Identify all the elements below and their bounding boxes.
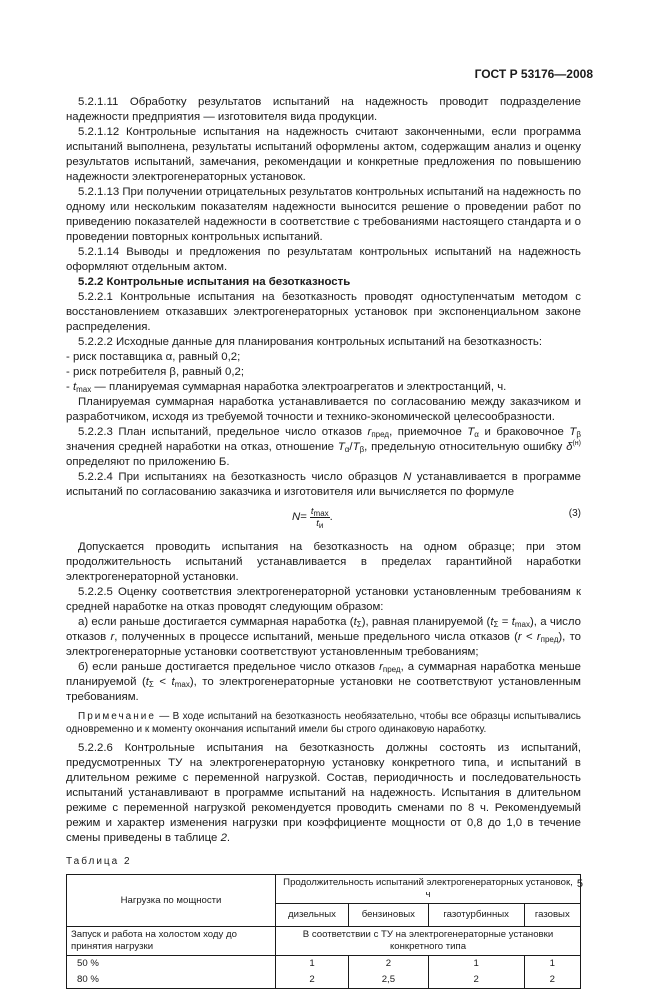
formula-3: [66, 502, 581, 536]
paragraph-5-2-1-14: 5.2.1.14 Выводы и предложения по результатам контрольных испытаний на надежность оформляют отдельным актом.: [66, 246, 581, 273]
table-row: [67, 972, 581, 989]
paragraph-5-2-1-13: 5.2.1.13 При получении отрицательных результатов контрольных испытаний на надежность по одному или нескольким показателям надежности выносится решение о проведении работ по приведению показателей надежности в соответствие с требованиями настоящего стандарта и о проведении повторных контрольных испытаний.: [66, 186, 581, 243]
table-cell-start-value: В соответствии с ТУ на электрогенераторные установки конкретного типа: [276, 927, 581, 956]
formula-expression: N = $\frac{t_{max}}{t_и}$ .: [292, 506, 333, 530]
table-subheader-petrol: бензиновых: [348, 904, 428, 927]
table-cell-load: 50 %: [67, 956, 276, 973]
list-item-tmax: - $t_{max}$ — планируемая суммарная наработка электроагрегатов и электростанций, ч.: [66, 381, 507, 394]
formula-number: (3): [568, 508, 581, 519]
table-subheader-gas: газовых: [524, 904, 580, 927]
paragraph-5-2-2-3: 5.2.2.3 План испытаний, предельное число отказов $r_{пред}$, приемочное $T_\alpha$ и браковочное $T_\beta$ значения средней наработки на отказ, отношение $T_\alpha/T_\beta$, предельную относительную ошибку $\delta^{(н)}$ определяют по приложению Б.: [66, 426, 581, 468]
list-item-risk-consumer: - риск потребителя β, равный 0,2;: [66, 366, 245, 378]
list-item-b: б) если раньше достигается предельное число отказов $r_{пред}$, а суммарная наработка меньше планируемой $(t_\Sigma < t_{max})$, то электрогенераторные установки не соответствуют установленным требованиям.: [66, 661, 582, 703]
table-subheader-diesel: дизельных: [276, 904, 349, 927]
page-number: 5: [576, 878, 583, 890]
note: Примечание — В ходе испытаний на безотказность необязательно, чтобы все образцы испытывались одновременно и к моменту окончания испытаний имели бы строго одинаковую наработку.: [66, 711, 581, 735]
table-subheader-gasturbine: газотурбинных: [428, 904, 524, 927]
paragraph-5-2-2-6: 5.2.2.6 Контрольные испытания на безотказность должны состоять из испытаний, предусмотренных ТУ на электрогенераторную установку конкретного типа, и испытаний в длительном режиме с переменной нагрузкой. Состав, периодичность и последовательность испытаний устанавливают в программе испытаний на надежность. Испытания в длительном режиме с переменной нагрузкой рекомендуется проводить сменами по 8 ч. Рекомендуемый режим и характер изменения нагрузки при коэффициенте мощности от 0,8 до 1,0 в течение смены приведены в таблице 2.: [66, 742, 581, 844]
table-cell-load: 80 %: [67, 972, 276, 989]
table-cell: 2: [348, 956, 428, 973]
table-header-duration: Продолжительность испытаний электрогенераторных установок, ч: [276, 875, 581, 904]
paragraph-5-2-2-2: 5.2.2.2 Исходные данные для планирования контрольных испытаний на безотказность:: [78, 336, 543, 348]
paragraph-5-2-1-11: 5.2.1.11 Обработку результатов испытаний на надежность проводит подразделение надежности предприятия — изготовителя вида продукции.: [66, 96, 581, 123]
paragraph-single-sample: Допускается проводить испытания на безотказность на одном образце; при этом продолжительность испытаний устанавливается в пределах гарантийной наработки электрогенераторной установки.: [66, 541, 581, 583]
table-caption: Таблица 2: [66, 856, 132, 867]
note-label: Примечание: [78, 711, 156, 722]
table-cell: 2: [428, 972, 524, 989]
paragraph-5-2-2-1: 5.2.2.1 Контрольные испытания на безотказность проводят одноступенчатым методом с восстановлением отказавших электрогенераторных установок при экспоненциальном законе распределения.: [66, 291, 581, 333]
table-cell: 1: [428, 956, 524, 973]
paragraph-5-2-1-12: 5.2.1.12 Контрольные испытания на надежность считают законченными, если программа испытаний выполнена, результаты испытаний оформлены актом, содержащим анализ и оценку результатов испытаний, замечания, рекомендации и конкретные предложения по повышению надежности электрогенераторных установок.: [66, 126, 581, 183]
table-row: [67, 956, 581, 973]
paragraph-planned-total: Планируемая суммарная наработка устанавливается по согласованию между заказчиком и разработчиком, исходя из требуемой точности и технико-экономической целесообразности.: [66, 396, 581, 423]
table-cell-start-label: Запуск и работа на холостом ходу до принятия нагрузки: [67, 927, 276, 956]
document-body: [66, 95, 581, 989]
document-header: ГОСТ Р 53176—2008: [474, 67, 593, 81]
section-heading-5-2-2: 5.2.2 Контрольные испытания на безотказность: [78, 276, 351, 288]
table-cell: 1: [524, 956, 580, 973]
paragraph-5-2-2-4: 5.2.2.4 При испытаниях на безотказность число образцов N устанавливается в программе испытаний по согласованию заказчика и изготовителя или вычисляется по формуле: [66, 471, 581, 498]
table-header-load: Нагрузка по мощности: [67, 875, 276, 927]
paragraph-5-2-2-5: 5.2.2.5 Оценку соответствия электрогенераторной установки установленным требованиям к средней наработке на отказ проводят следующим образом:: [66, 586, 581, 613]
table-cell: 2,5: [348, 972, 428, 989]
formula-fraction: $\frac{t_{max}}{t_и}$: [310, 506, 329, 530]
table-2: [66, 874, 581, 989]
table-cell: 2: [524, 972, 580, 989]
list-item-a: а) если раньше достигается суммарная наработка $(t_\Sigma)$, равная планируемой $(t_\Sigma = t_{max})$, а число отказов r, полученных в процессе испытаний, меньше предельного числа отказов $(r < r_{пред})$, то электрогенераторные установки соответствуют установленным требованиям;: [66, 616, 582, 658]
table-cell: 2: [276, 972, 349, 989]
list-item-risk-supplier: - риск поставщика α, равный 0,2;: [66, 351, 241, 363]
table-cell: 1: [276, 956, 349, 973]
